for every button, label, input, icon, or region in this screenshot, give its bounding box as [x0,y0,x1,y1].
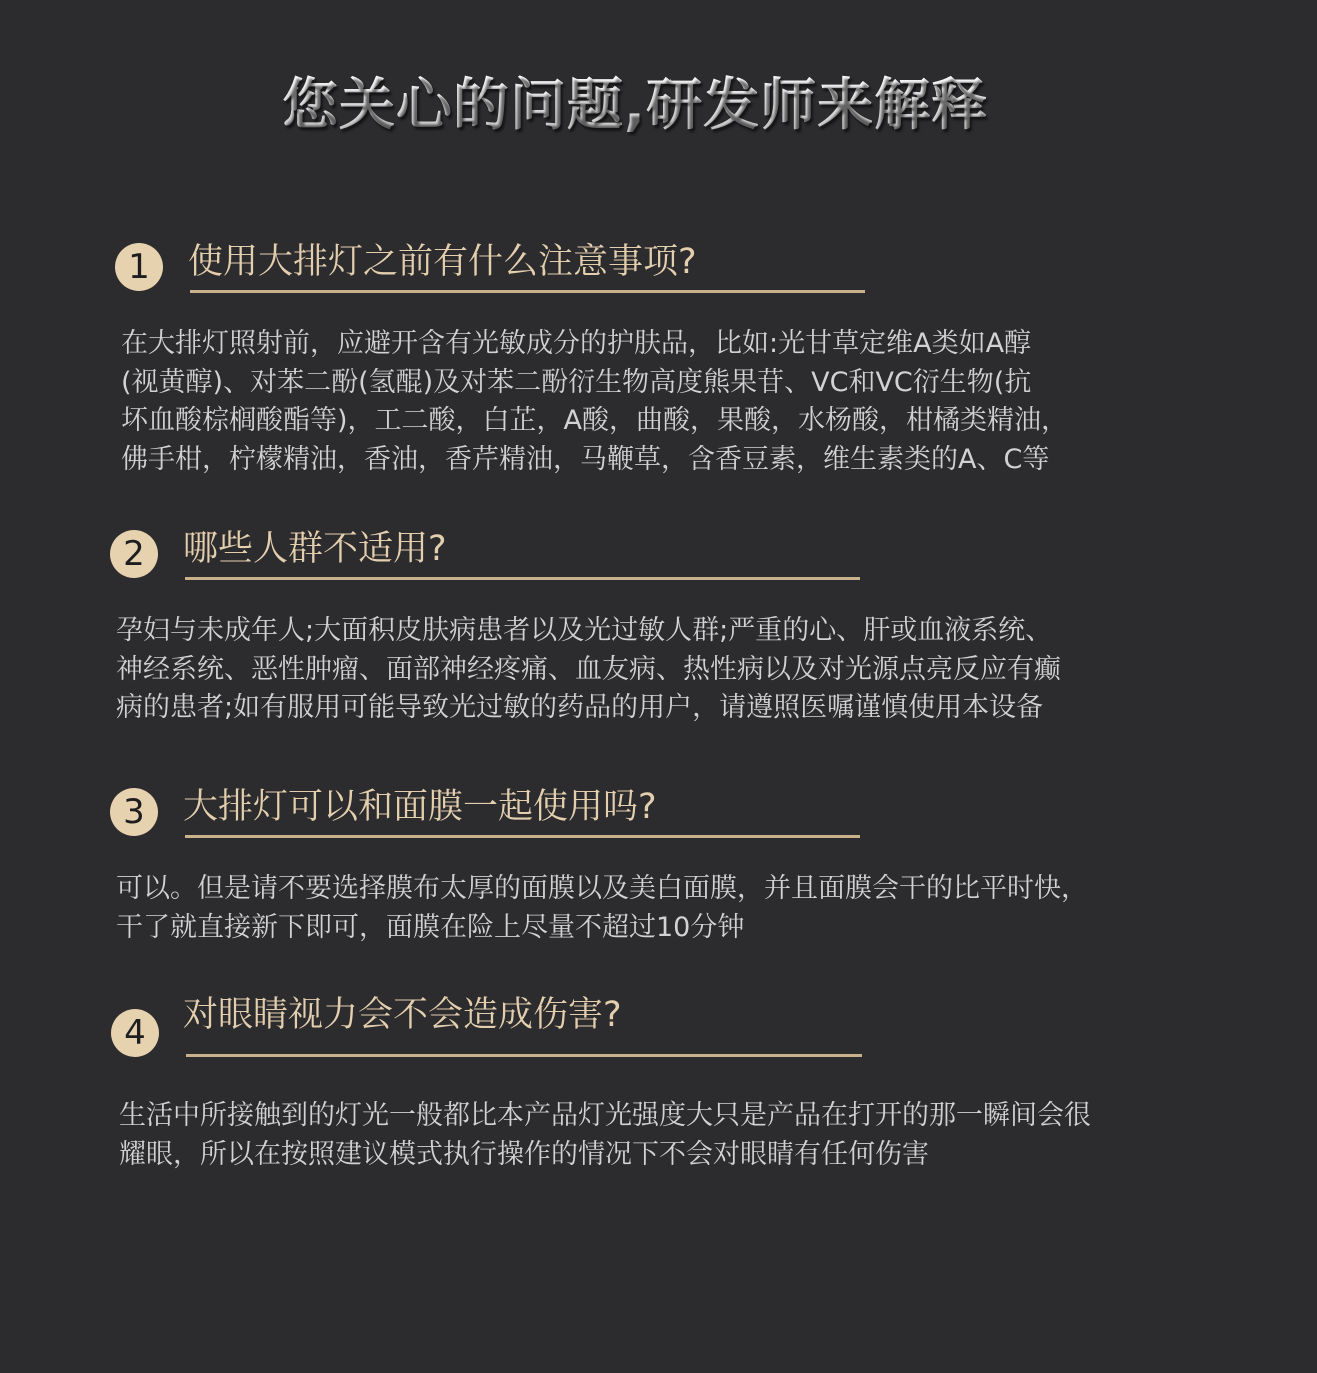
number-badge-2: 2 [110,530,158,578]
answer-4-line: 生活中所接触到的灯光一般都比本产品灯光强度大只是产品在打开的那一瞬间会很 [119,1100,1091,1131]
answer-3-line: 可以。但是请不要选择膜布太厚的面膜以及美白面膜，并且面膜会干的比平时快， [116,873,1088,904]
question-1: 使用大排灯之前有什么注意事项? [188,242,697,282]
answer-3-line: 干了就直接新下即可，面膜在险上尽量不超过10分钟 [116,911,745,943]
answer-2-line: 孕妇与未成年人;大面积皮肤病患者以及光过敏人群;严重的心、肝或血液系统、 [116,615,1053,646]
answer-4 [119,1097,1091,1174]
answer-1-line: (视黄醇)、对苯二酚(氢醌)及对苯二酚衍生物高度熊果苷、VC和VC衍生物(抗 [121,366,1032,398]
question-2: 哪些人群不适用? [183,529,447,569]
question-underline-1 [190,290,865,293]
answer-1-line: 坏血酸棕榈酸酯等)，工二酸，白芷，A酸，曲酸，果酸，水杨酸，柑橘类精油， [121,405,1069,436]
number-badge-4: 4 [111,1009,159,1057]
answer-1-line: 在大排灯照射前，应避开含有光敏成分的护肤品，比如:光甘草定维A类如A醇 [121,328,1032,359]
question-underline-4 [186,1054,862,1057]
page-title: 您关心的问题,研发师来解释 [0,70,1270,142]
number-badge-3: 3 [110,788,158,836]
answer-1-line: 佛手柑，柠檬精油，香油，香芹精油，马鞭草，含香豆素，维生素类的A、C等 [121,443,1050,475]
answer-2-line: 病的患者;如有服用可能导致光过敏的药品的用户，请遵照医嘱谨慎使用本设备 [116,692,1044,723]
answer-2-line: 神经系统、恶性肿瘤、面部神经疼痛、血友病、热性病以及对光源点亮反应有癫 [116,653,1061,685]
number-badge-1: 1 [115,243,163,291]
question-underline-2 [185,577,860,580]
question-3: 大排灯可以和面膜一起使用吗? [183,787,657,827]
answer-1 [121,325,1068,479]
answer-2 [116,612,1061,728]
question-4: 对眼睛视力会不会造成伤害? [183,995,622,1035]
question-underline-3 [185,835,860,838]
answer-4-line: 耀眼，所以在按照建议模式执行操作的情况下不会对眼睛有任何伤害 [119,1138,929,1170]
answer-3 [116,870,1088,947]
